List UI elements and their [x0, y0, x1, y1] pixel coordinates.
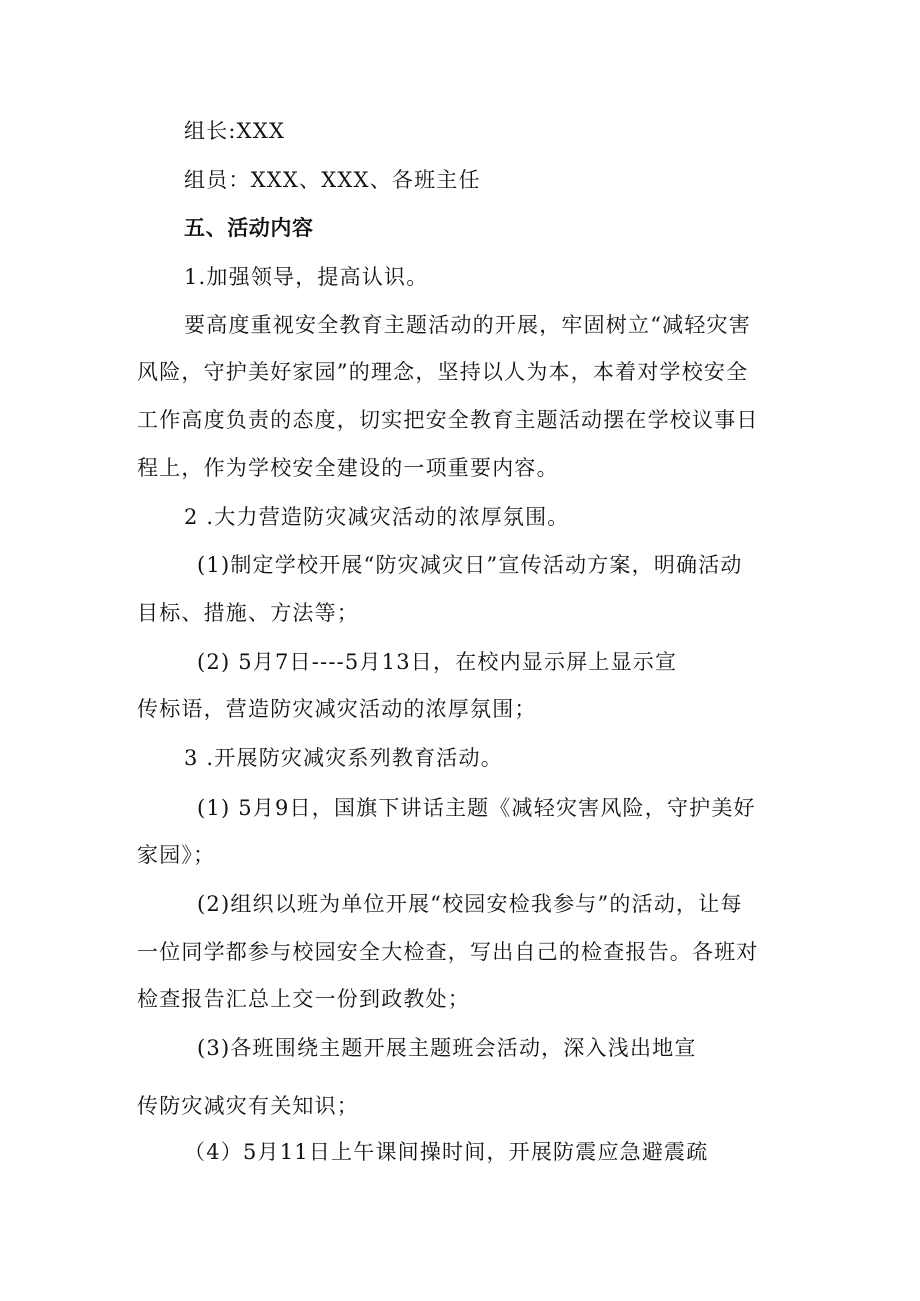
paragraph-line: 风险，守护美好家园”的理念，坚持以人为本，本着对学校安全 — [137, 360, 749, 384]
sub-item-line: 检查报告汇总上交一份到政教处； — [137, 987, 470, 1011]
item-3-title: 3 .开展防灾减灾系列教育活动。 — [184, 746, 503, 770]
sub-item-line: 家园》； — [137, 843, 216, 867]
item-2-title: 2 .大力营造防灾减灾活动的浓厚氛围。 — [184, 505, 570, 529]
group-leader-line: 组长:XXX — [184, 119, 286, 143]
sub-item-line: (1) 5月9日，国旗下讲话主题《减轻灾害风险，守护美好 — [197, 796, 756, 820]
sub-item-line: (2) 5月7日----5月13日，在校内显示屏上显示宣 — [197, 650, 678, 674]
sub-item-line: (2)组织以班为单位开展“校园安检我参与”的活动，让每 — [197, 892, 743, 916]
sub-item-line: 目标、措施、方法等； — [137, 601, 359, 625]
sub-item-line: (3)各班围绕主题开展主题班会活动，深入浅出地宣 — [197, 1036, 697, 1060]
sub-item-line: 传防灾减灾有关知识； — [137, 1094, 359, 1118]
sub-item-line: 传标语，营造防灾减灾活动的浓厚氛围； — [137, 697, 537, 721]
paragraph-line: 程上，作为学校安全建设的一项重要内容。 — [137, 456, 559, 480]
section-heading: 五、活动内容 — [184, 216, 314, 240]
item-1-title: 1.加强领导，提高认识。 — [184, 265, 429, 289]
sub-item-line: 一位同学都参与校园安全大检查，写出自己的检查报告。各班对 — [137, 940, 759, 964]
sub-item-line: (1)制定学校开展“防灾减灾日”宣传活动方案，明确活动 — [197, 553, 743, 577]
paragraph-line: 工作高度负责的态度，切实把安全教育主题活动摆在学校议事日 — [137, 408, 759, 432]
group-members-line: 组员：XXX、XXX、各班主任 — [184, 168, 481, 192]
sub-item-line: （4）5月11日上午课间操时间，开展防震应急避震疏 — [184, 1140, 709, 1164]
paragraph-line: 要高度重视安全教育主题活动的开展，牢固树立“减轻灾害 — [184, 313, 751, 337]
